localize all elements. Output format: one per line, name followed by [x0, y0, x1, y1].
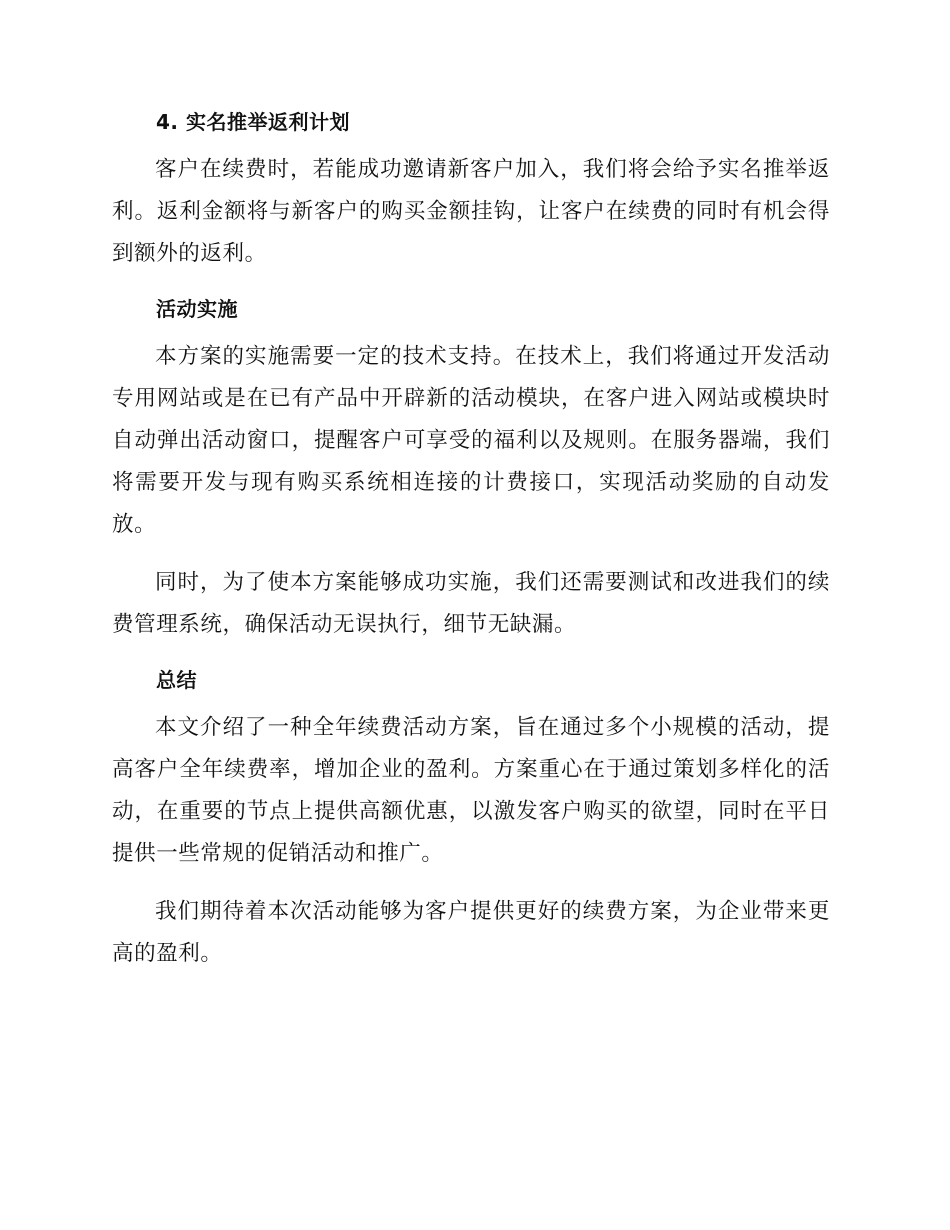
paragraph-implementation-testing: 同时，为了使本方案能够成功实施，我们还需要测试和改进我们的续费管理系统，确保活动无误执行，细节无缺漏。	[112, 570, 830, 637]
paragraph-implementation-tech: 本方案的实施需要一定的技术支持。在技术上，我们将通过开发活动专用网站或是在已有产品中开辟新的活动模块，在客户进入网站或模块时自动弹出活动窗口，提醒客户可享受的福利以及规则。在服务器端，我们将需要开发与现有购买系统相连接的计费接口，实现活动奖励的自动发放。	[112, 344, 830, 537]
section-heading-referral: 4. 实名推举返利计划	[156, 110, 350, 134]
paragraph-referral: 客户在续费时，若能成功邀请新客户加入，我们将会给予实名推举返利。返利金额将与新客户的购买金额挂钩，让客户在续费的同时有机会得到额外的返利。	[112, 157, 830, 266]
section-heading-implementation: 活动实施	[156, 297, 238, 321]
paragraph-summary-closing: 我们期待着本次活动能够为客户提供更好的续费方案，为企业带来更高的盈利。	[112, 899, 830, 966]
document-page	[112, 108, 830, 975]
paragraph-summary: 本文介绍了一种全年续费活动方案，旨在通过多个小规模的活动，提高客户全年续费率，增加企业的盈利。方案重心在于通过策划多样化的活动，在重要的节点上提供高额优惠，以激发客户购买的欲望，同时在平日提供一些常规的促销活动和推广。	[112, 715, 830, 866]
section-heading-summary: 总结	[156, 668, 197, 692]
